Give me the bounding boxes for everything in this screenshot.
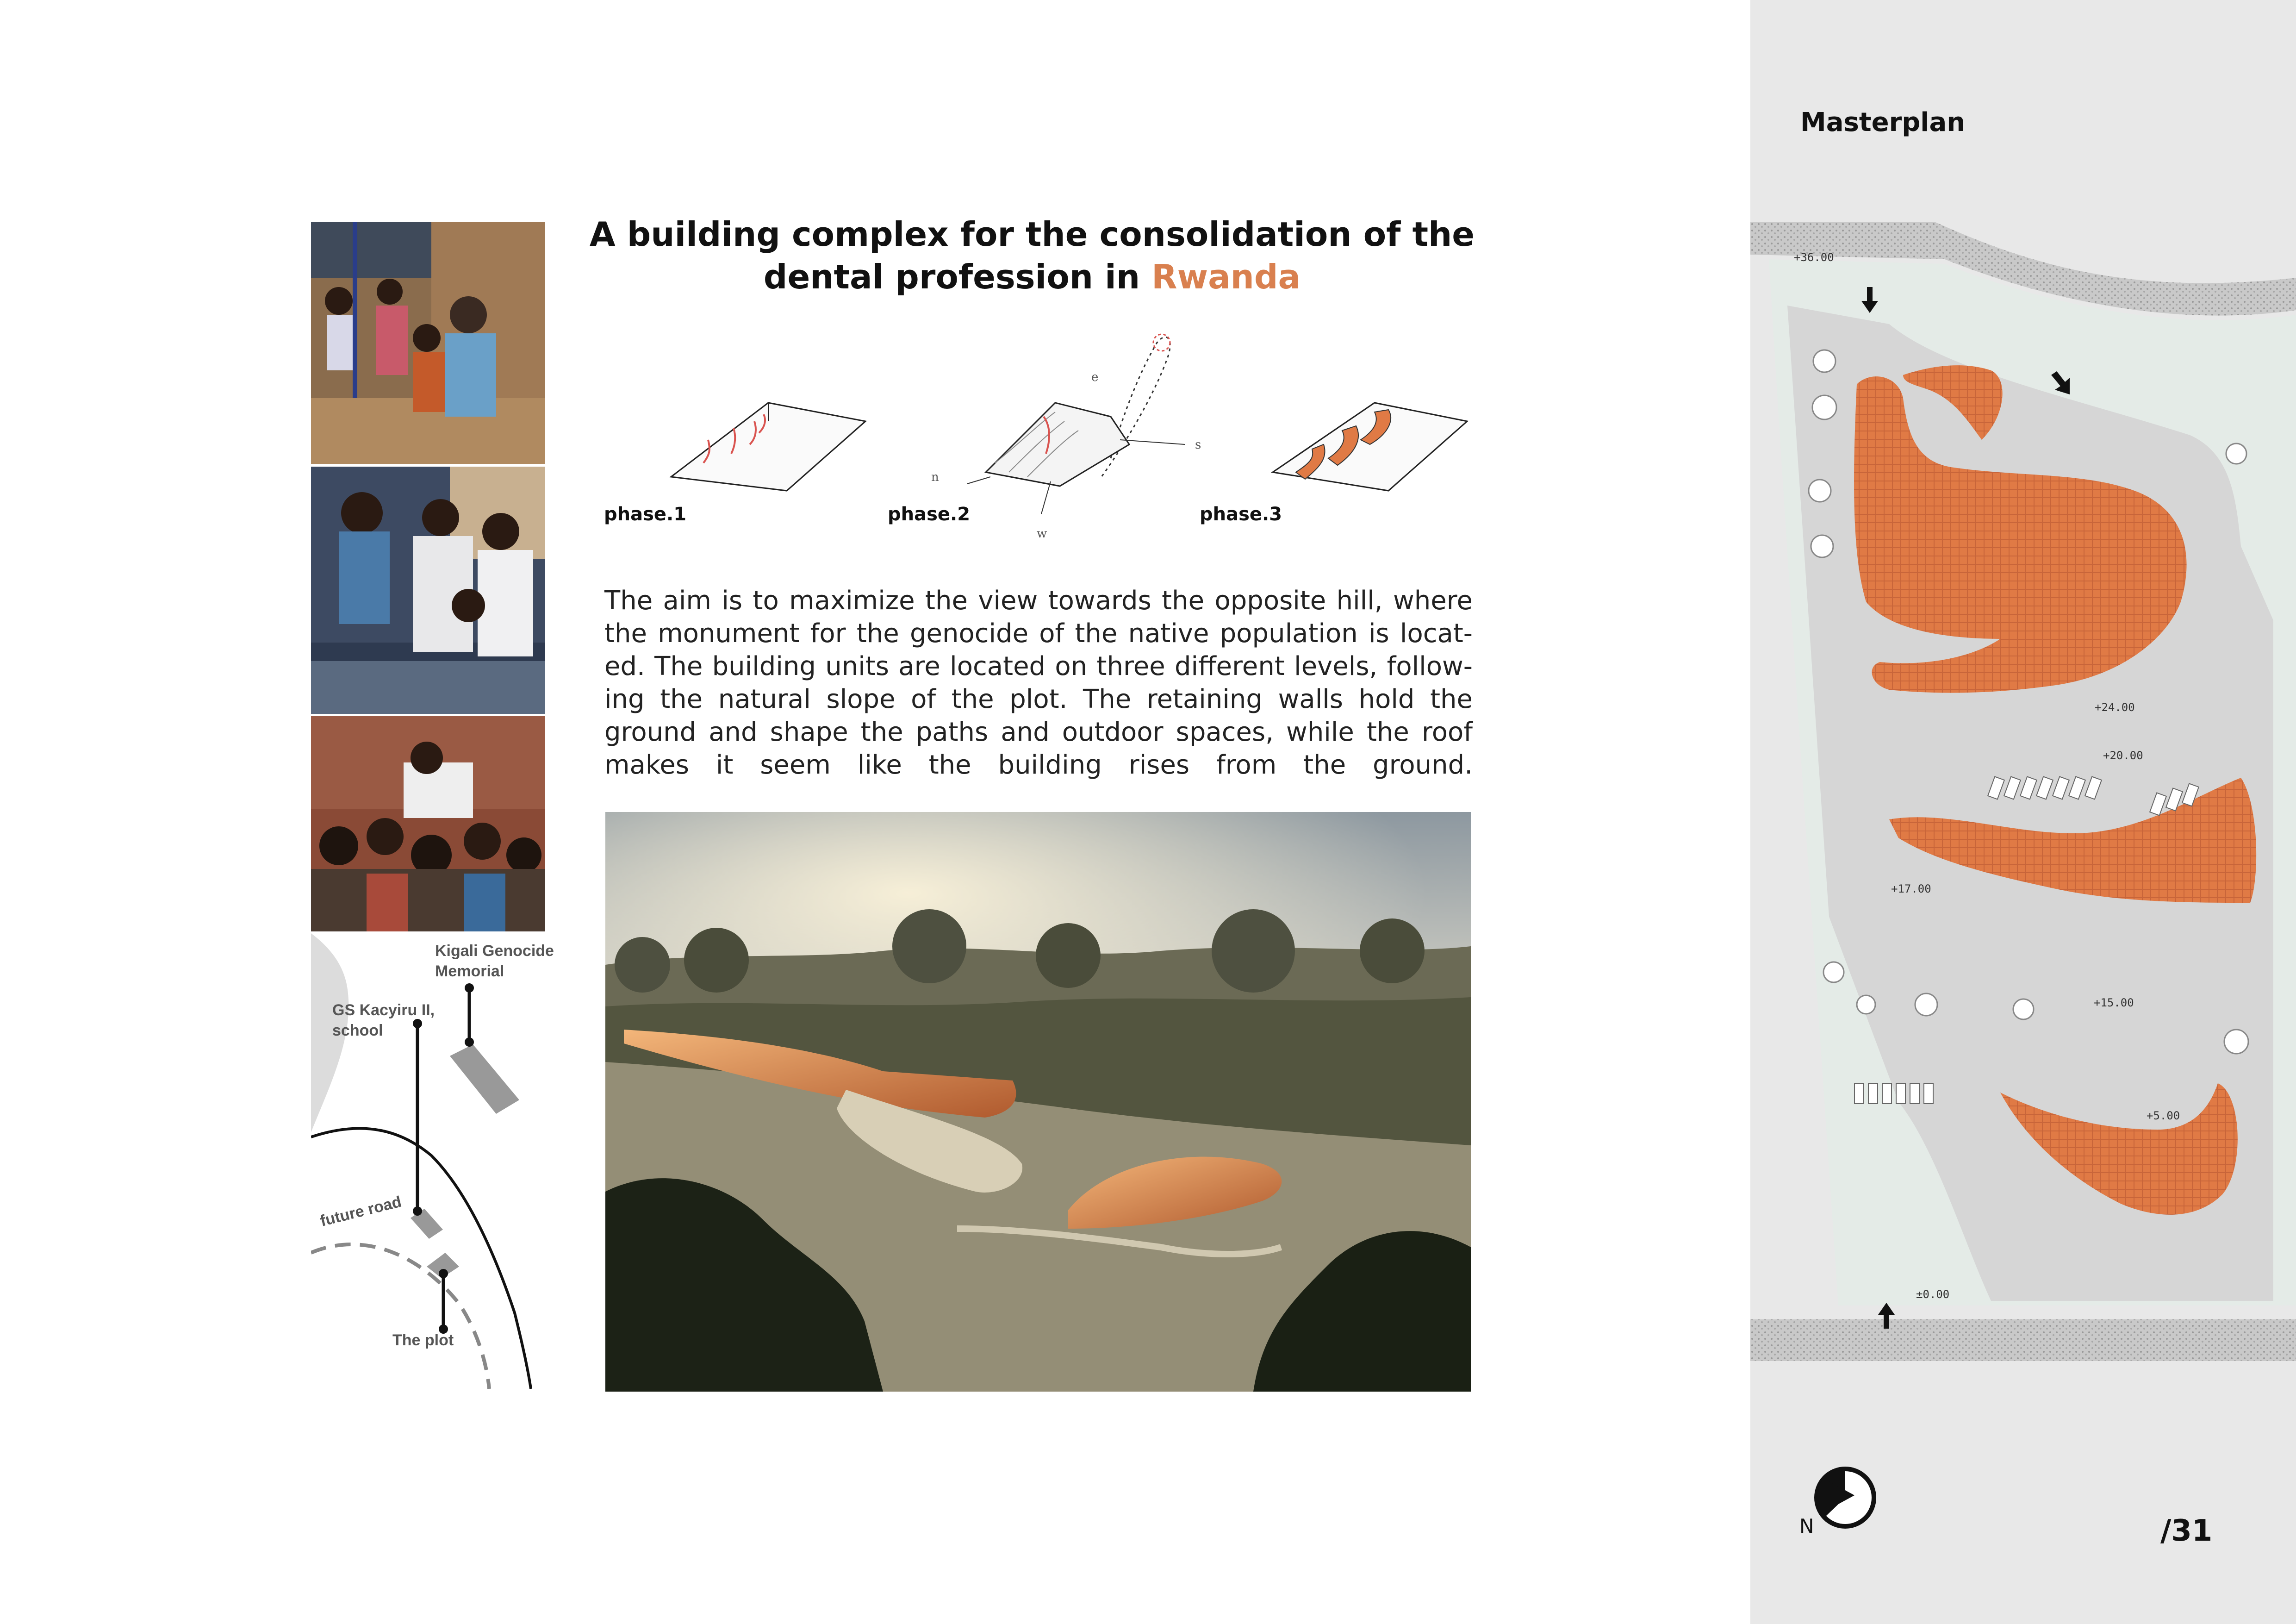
architectural-render [605, 812, 1471, 1392]
level-label: +15.00 [2094, 996, 2134, 1009]
compass-letter-s: s [1195, 438, 1201, 452]
north-label: N [1799, 1515, 1814, 1537]
photo-dental-clinic [311, 222, 545, 464]
level-label: ±0.00 [1916, 1288, 1950, 1301]
compass-letter-e: e [1091, 370, 1099, 384]
label-memorial [435, 941, 554, 981]
label-school-line2: school [332, 1022, 383, 1039]
label-memorial-line2: Memorial [435, 962, 504, 980]
title-line2 [574, 256, 1490, 298]
level-label: +20.00 [2103, 749, 2143, 762]
photo-dental-students [311, 467, 545, 714]
page-title [574, 213, 1490, 298]
north-arrow-icon [1811, 1463, 1880, 1532]
level-label: +36.00 [1794, 251, 1834, 264]
compass-letter-w: w [1037, 527, 1047, 541]
phase-1-diagram [666, 394, 870, 495]
label-school [332, 1000, 435, 1041]
title-line1: A building complex for the consolidation of the [589, 215, 1475, 254]
phase-3-label: phase.3 [1200, 504, 1282, 525]
label-the-plot: The plot [392, 1331, 454, 1349]
body-paragraph: The aim is to maximize the view towards the opposite hill, where the monument for the genocide of the native population is locat-ed. The building units are located on three different levels, follow-ing the natural slope of the plot. The retaining walls hold the ground and shape the paths and outdoor spaces, while the roof makes it seem like the building rises from the ground. [604, 586, 1473, 780]
level-label: +24.00 [2095, 701, 2135, 714]
phase-2-label: phase.2 [888, 504, 971, 525]
masterplan-drawing [1750, 222, 2296, 1361]
photo-children-group [311, 716, 545, 931]
level-label: +5.00 [2147, 1109, 2180, 1122]
label-school-line1: GS Kacyiru II, [332, 1001, 435, 1019]
label-memorial-line1: Kigali Genocide [435, 942, 554, 960]
title-accent-rwanda: Rwanda [1151, 257, 1301, 296]
phase-1-label: phase.1 [604, 504, 687, 525]
label-future-road: future road [318, 1193, 404, 1230]
level-label: +17.00 [1891, 882, 1931, 895]
phase-3-diagram [1268, 394, 1472, 505]
compass-letter-n: n [931, 470, 939, 484]
page-number: /31 [2160, 1514, 2213, 1548]
title-line2-prefix: dental profession in [763, 257, 1152, 296]
masterplan-title: Masterplan [1800, 107, 1966, 137]
